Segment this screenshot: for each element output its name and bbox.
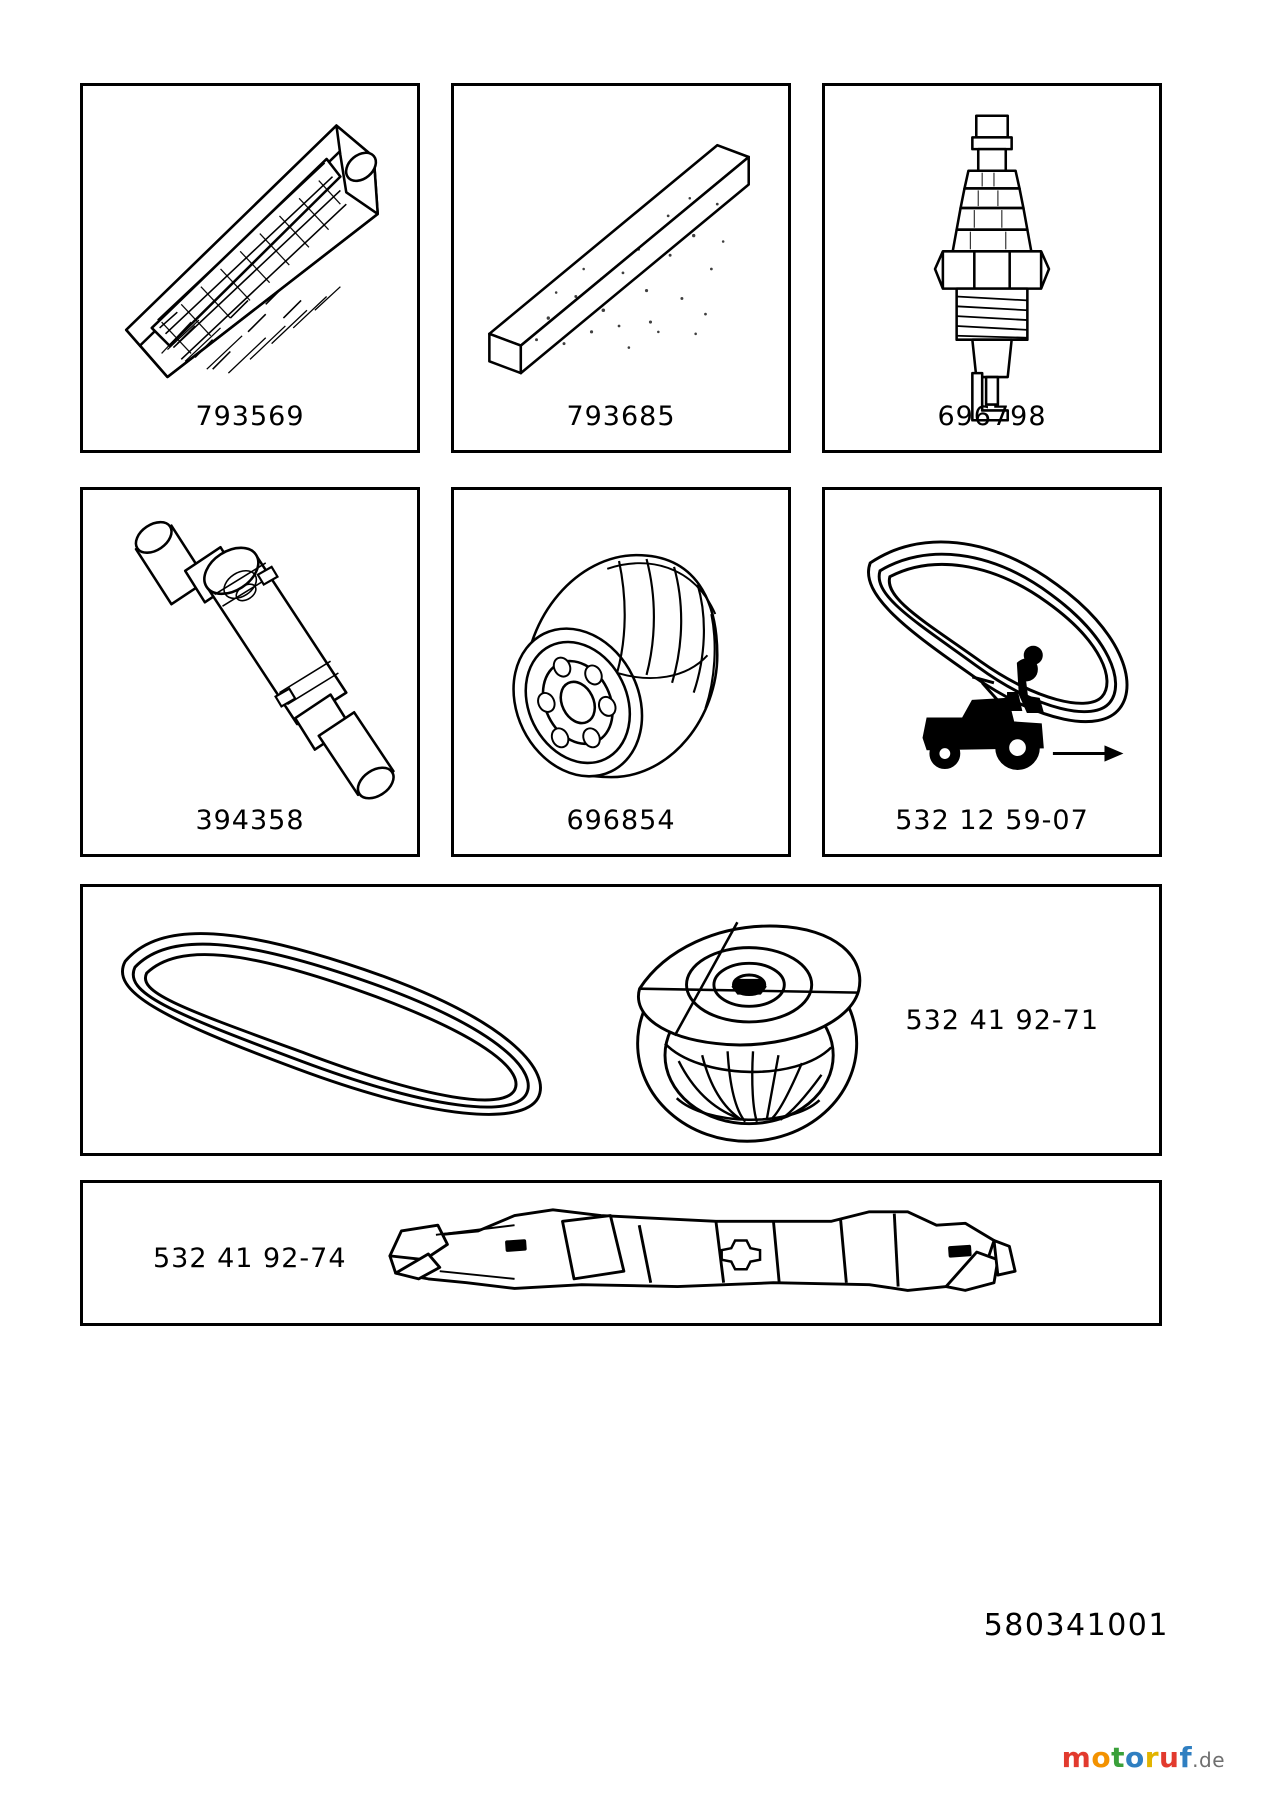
watermark-letter-r: r [1144,1741,1160,1774]
watermark-tld: .de [1192,1748,1225,1772]
part-box-793569[interactable] [80,83,420,453]
drive-belt-with-tractor-icon [825,490,1159,854]
air-filter-cartridge-icon [83,86,417,450]
part-label-532419271: 532 41 92-71 [905,1005,1099,1036]
part-box-793685[interactable] [451,83,791,453]
part-box-696798[interactable] [822,83,1162,453]
part-label-394358: 394358 [195,805,305,836]
watermark-letter-u: u [1159,1741,1180,1774]
part-box-532419271[interactable] [80,884,1162,1156]
part-box-532125907[interactable] [822,487,1162,857]
watermark-letter-f: f [1179,1741,1193,1774]
spark-plug-icon [825,86,1159,450]
watermark-letter-m: m [1061,1741,1092,1774]
part-box-696854[interactable] [451,487,791,857]
part-box-394358[interactable] [80,487,420,857]
watermark-letter-o: o [1091,1741,1112,1774]
part-label-696854: 696854 [566,805,676,836]
part-label-532125907: 532 12 59-07 [895,805,1089,836]
part-box-532419274[interactable] [80,1180,1162,1326]
part-label-532419274: 532 41 92-74 [153,1243,347,1274]
watermark-letter-o2: o [1124,1741,1145,1774]
watermark-letter-t: t [1111,1741,1125,1774]
part-label-696798: 696798 [937,401,1047,432]
footer-drawing-number: 580341001 [983,1608,1169,1643]
part-label-793685: 793685 [566,401,676,432]
fuel-filter-icon [83,490,417,854]
foam-pre-filter-icon [454,86,788,450]
watermark [1062,1741,1225,1774]
oil-filter-icon [454,490,788,854]
part-label-793569: 793569 [195,401,305,432]
